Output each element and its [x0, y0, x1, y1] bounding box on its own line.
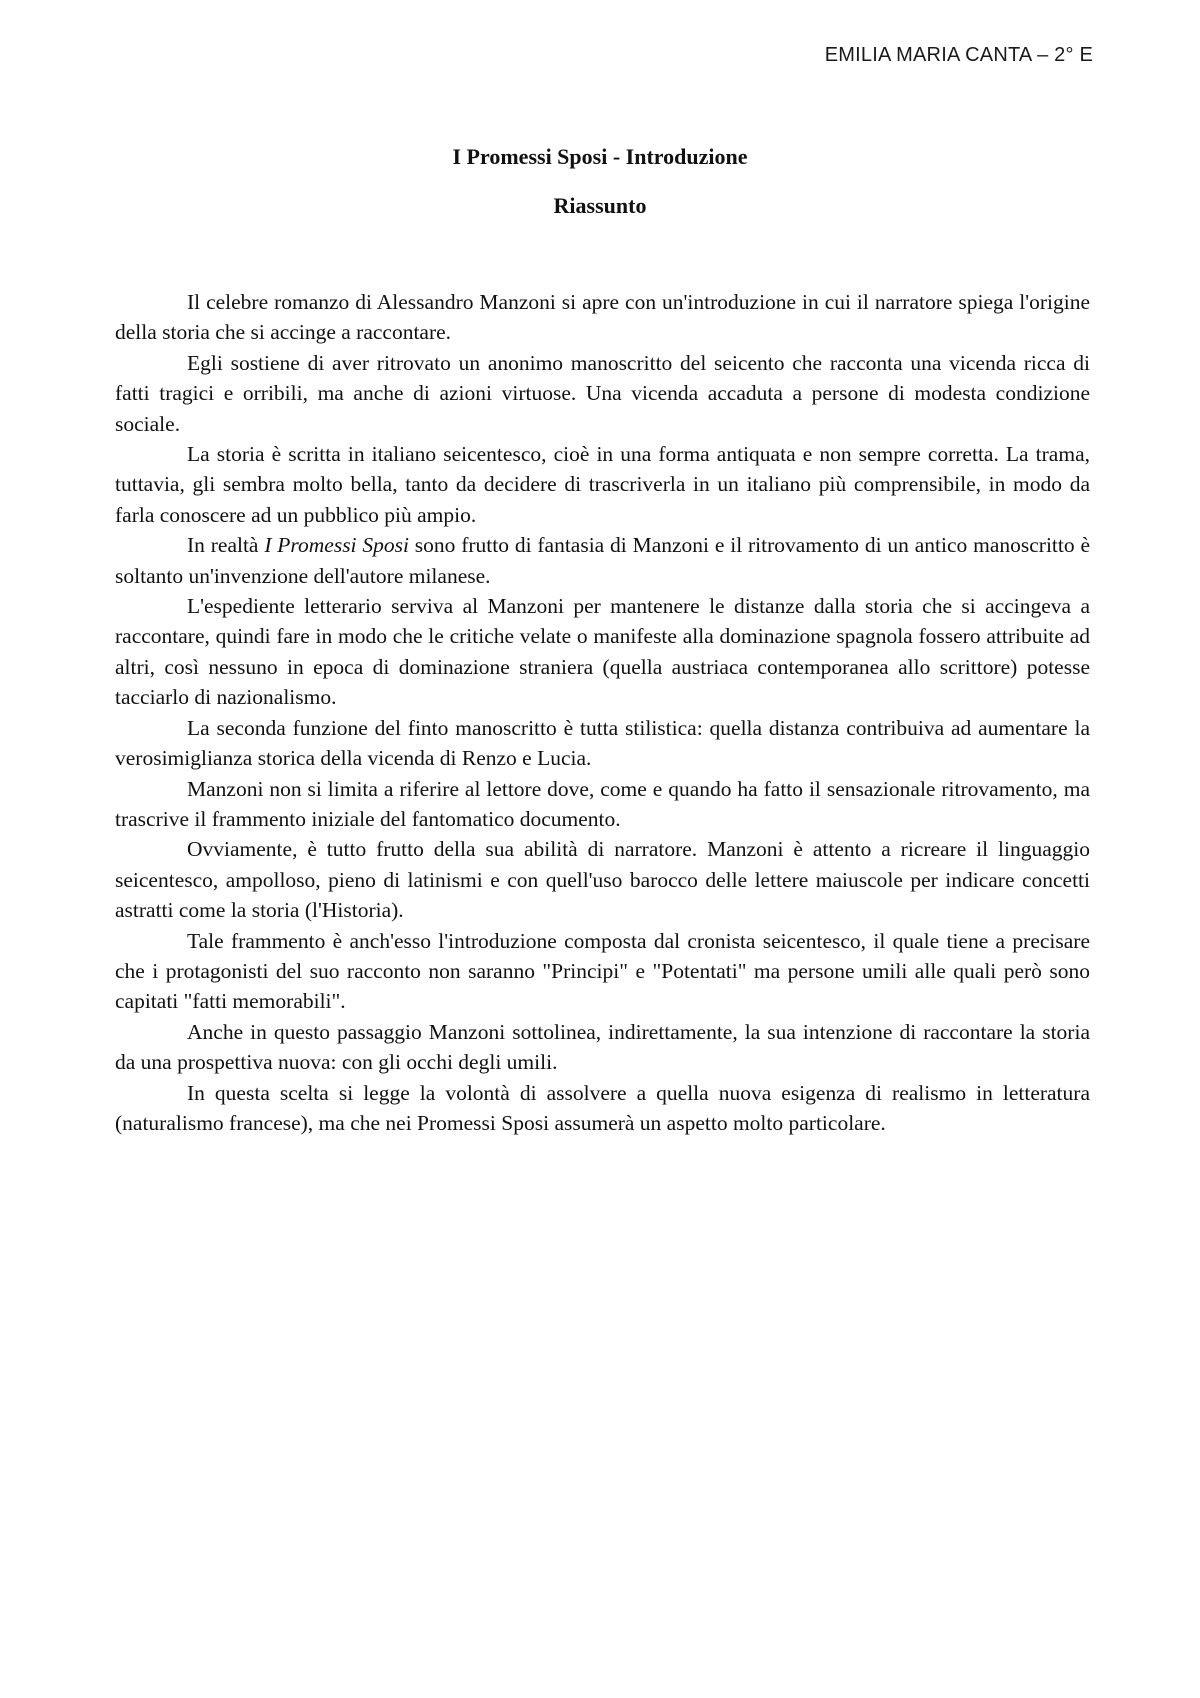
paragraph: L'espediente letterario serviva al Manzoni per mantenere le distanze dalla storia che si accingeva a raccontare, quindi fare in modo che le critiche velate o manifeste alla dominazione spagnola fossero attribuite ad altri, così nessuno in epoca di dominazione straniera (quella austriaca contemporanea allo scrittore) potesse tacciarlo di nazionalismo.	[115, 594, 1090, 710]
paragraph: Ovviamente, è tutto frutto della sua abilità di narratore. Manzoni è attento a ricreare il linguaggio seicentesco, ampolloso, pieno di latinismi e con quell'uso barocco delle lettere maiuscole per indicare concetti astratti come la storia (l'Historia).	[115, 837, 1090, 923]
paragraph: La seconda funzione del finto manoscritto è tutta stilistica: quella distanza contribuiva ad aumentare la verosimiglianza storica della vicenda di Renzo e Lucia.	[115, 715, 1090, 771]
paragraph: In questa scelta si legge la volontà di assolvere a quella nuova esigenza di realismo in letteratura (naturalismo francese), ma che nei Promessi Sposi assumerà un aspetto molto particolare.	[115, 1080, 1090, 1135]
book-title-italic: I Promessi Sposi	[264, 533, 409, 558]
paragraph: Il celebre romanzo di Alessandro Manzoni si apre con un'introduzione in cui il narratore spiega l'origine della storia che si accinge a raccontare.	[115, 290, 1090, 345]
paragraph-text: sono frutto di fantasia di Manzoni e il ritrovamento di un antico manoscritto è soltanto un'invenzione dell'autore milanese.	[115, 533, 1090, 588]
paragraph: Anche in questo passaggio Manzoni sottolinea, indirettamente, la sua intenzione di raccontare la storia da una prospettiva nuova: con gli occhi degli umili.	[115, 1019, 1090, 1075]
paragraph: Manzoni non si limita a riferire al lettore dove, come e quando ha fatto il sensazionale ritrovamento, ma trascrive il frammento iniziale del fantomatico documento.	[115, 776, 1090, 831]
paragraph: Tale frammento è anch'esso l'introduzione composta dal cronista seicentesco, il quale tiene a precisare che i protagonisti del suo racconto non saranno "Principi" e "Potentati" ma persone umili alle quali però sono capitati "fatti memorabili".	[115, 928, 1090, 1014]
paragraph	[115, 530, 1090, 591]
paragraph: Egli sostiene di aver ritrovato un anonimo manoscritto del seicento che racconta una vicenda ricca di fatti tragici e orribili, ma anche di azioni virtuose. Una vicenda accaduta a persone di modesta condizione sociale.	[115, 350, 1090, 436]
document-subtitle: Riassunto	[553, 193, 647, 218]
document-body	[115, 287, 1090, 1138]
header-author: EMILIA MARIA CANTA – 2° E	[824, 44, 1093, 66]
paragraph-text: In realtà	[187, 533, 265, 558]
paragraph: La storia è scritta in italiano seicentesco, cioè in una forma antiquata e non sempre corretta. La trama, tuttavia, gli sembra molto bella, tanto da decidere di trascriverla in un italiano più comprensibile, in modo da farla conoscere ad un pubblico più ampio.	[115, 442, 1090, 527]
document-title: I Promessi Sposi - Introduzione	[452, 144, 748, 169]
